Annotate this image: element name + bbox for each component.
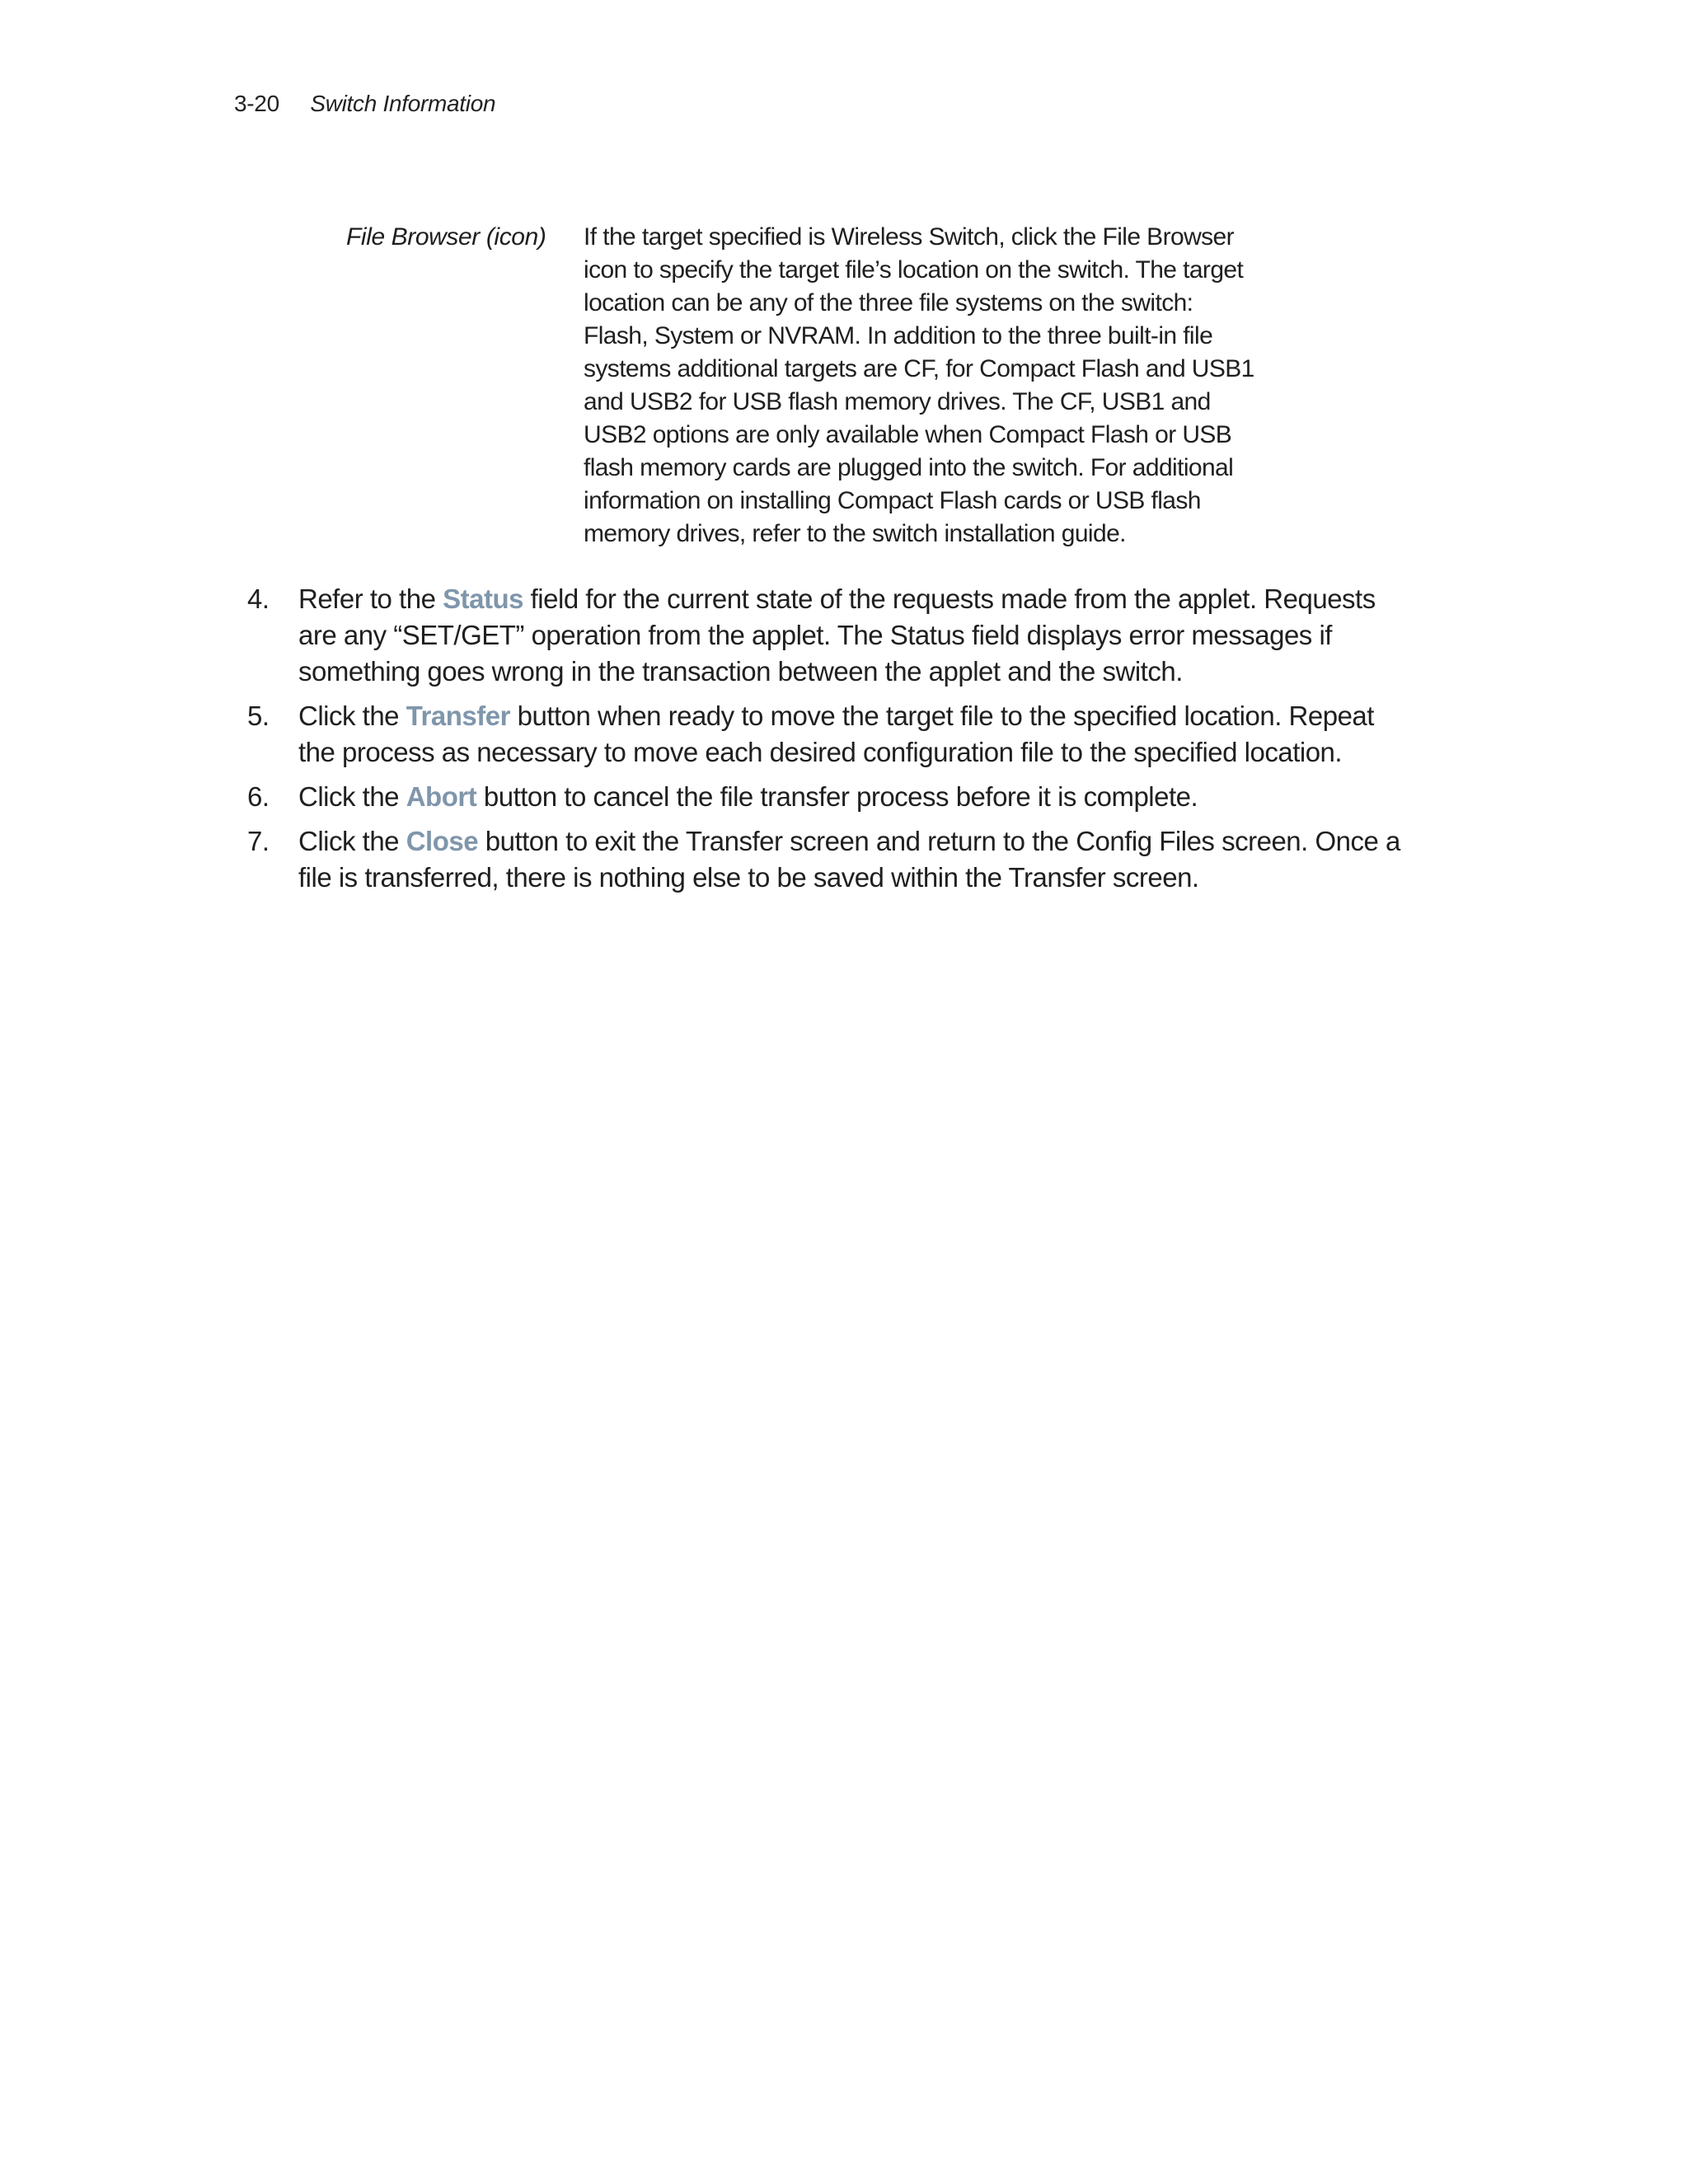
abort-button-term: Abort (406, 781, 477, 812)
step-number: 4. (247, 583, 270, 614)
transfer-button-term: Transfer (406, 701, 510, 731)
page-number: 3-20 (234, 91, 279, 116)
step-4 (244, 581, 1414, 690)
step-7 (244, 823, 1414, 896)
step-text-after: button when ready to move the target file to the specified location. Repeat the process as necessary to move each desired configuration file to the specified location. (298, 701, 1374, 767)
status-field-term: Status (443, 583, 523, 614)
section-title: Switch Information (310, 91, 496, 116)
step-text-after: button to exit the Transfer screen and return to the Config Files screen. Once a file is transferred, there is nothing else to be saved within the Transfer screen. (298, 826, 1400, 893)
close-button-term: Close (406, 826, 479, 856)
step-text-before: Click the (298, 781, 406, 812)
step-number: 7. (247, 826, 270, 856)
step-text-before: Refer to the (298, 583, 443, 614)
step-text-after: field for the current state of the requests made from the applet. Requests are any “SET/GET” operation from the applet. The Status field displays error messages if something goes wrong in the transaction between the applet and the switch. (298, 583, 1376, 687)
step-text-before: Click the (298, 826, 406, 856)
step-5 (244, 698, 1414, 771)
step-number: 5. (247, 701, 270, 731)
step-number: 6. (247, 781, 270, 812)
definition-description: If the target specified is Wireless Switch, click the File Browser icon to specify the target file’s location on the switch. The target location can be any of the three file systems on the switch: Flash, System or NVRAM. In addition to the three built-in file systems additional targets are CF, for Compact Flash and USB1 and USB2 for USB flash memory drives. The CF, USB1 and USB2 options are only available when Compact Flash or USB flash memory cards are plugged into the switch. For additional information on installing Compact Flash cards or USB flash memory drives, refer to the switch installation guide. (584, 223, 1254, 547)
step-text-before: Click the (298, 701, 406, 731)
page-header (234, 91, 495, 117)
procedure-steps (244, 581, 1414, 904)
step-6 (244, 779, 1414, 815)
definition-term: File Browser (icon) (346, 223, 546, 251)
step-text-after: button to cancel the file transfer process before it is complete. (476, 781, 1198, 812)
